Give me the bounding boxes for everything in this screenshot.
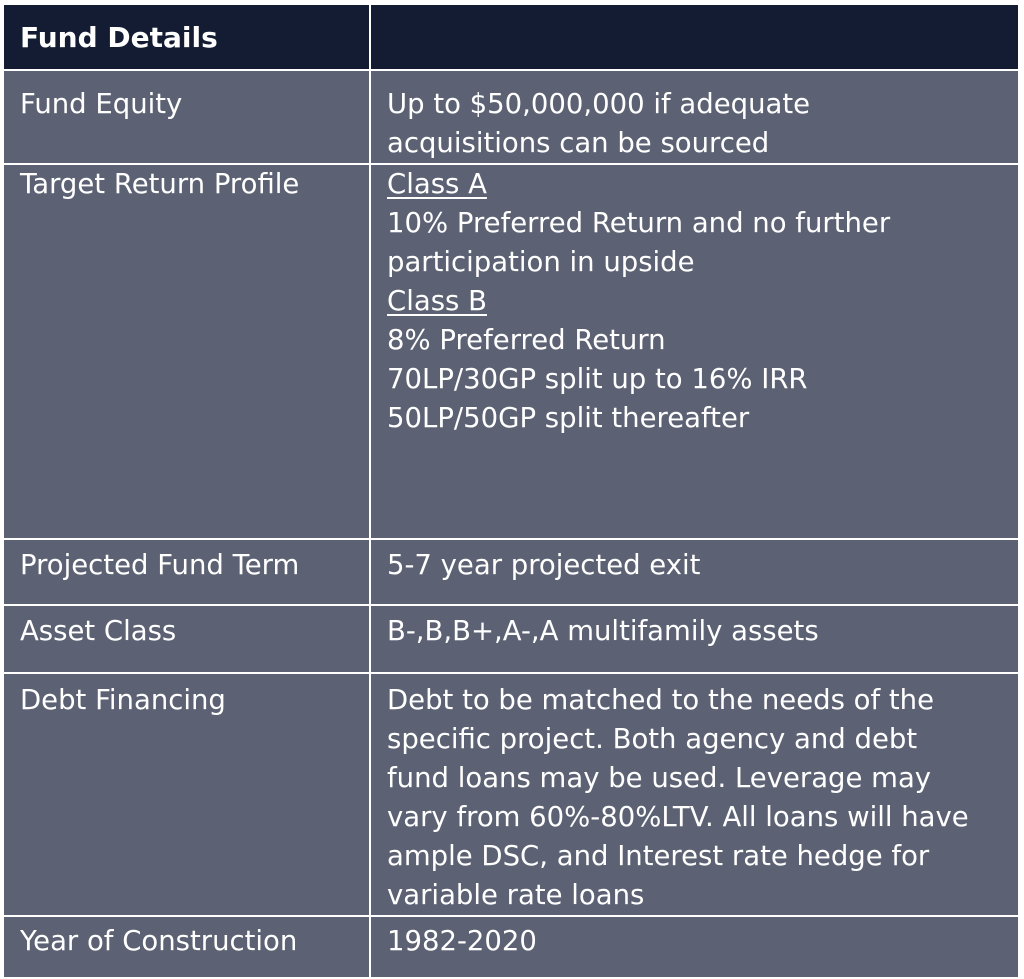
row-value bbox=[370, 673, 1019, 916]
table-row-asset-class bbox=[3, 605, 1019, 673]
value-line: fund loans may be used. Leverage may bbox=[387, 762, 932, 794]
value-line: 10% Preferred Return and no further bbox=[387, 207, 891, 239]
table-row-target-return-profile bbox=[3, 164, 1019, 539]
value-line: Debt to be matched to the needs of the bbox=[387, 684, 935, 716]
value-line: specific project. Both agency and debt bbox=[387, 723, 918, 755]
value-line: 1982-2020 bbox=[387, 925, 537, 957]
row-label: Target Return Profile bbox=[3, 164, 370, 539]
fund-details-table-wrapper bbox=[2, 3, 1020, 979]
value-line: ample DSC, and Interest rate hedge for bbox=[387, 840, 930, 872]
value-line: participation in upside bbox=[387, 246, 695, 278]
value-line: acquisitions can be sourced bbox=[387, 127, 770, 159]
row-value bbox=[370, 916, 1019, 978]
value-line: 8% Preferred Return bbox=[387, 324, 666, 356]
value-line: B-,B,B+,A-,A multifamily assets bbox=[387, 615, 819, 647]
row-label: Year of Construction bbox=[3, 916, 370, 978]
class-b-heading: Class B bbox=[387, 285, 487, 317]
value-line: 5-7 year projected exit bbox=[387, 549, 701, 581]
row-label: Projected Fund Term bbox=[3, 539, 370, 605]
header-value-cell bbox=[370, 4, 1019, 70]
row-value bbox=[370, 539, 1019, 605]
row-label: Debt Financing bbox=[3, 673, 370, 916]
row-label: Fund Equity bbox=[3, 70, 370, 164]
table-row-fund-equity bbox=[3, 70, 1019, 164]
row-value bbox=[370, 164, 1019, 539]
table-row-debt-financing bbox=[3, 673, 1019, 916]
table-row-year-of-construction bbox=[3, 916, 1019, 978]
fund-details-table bbox=[2, 3, 1020, 979]
row-value bbox=[370, 70, 1019, 164]
value-line: Up to $50,000,000 if adequate bbox=[387, 88, 811, 120]
row-label: Asset Class bbox=[3, 605, 370, 673]
value-line: 70LP/30GP split up to 16% IRR bbox=[387, 363, 808, 395]
table-header-row bbox=[3, 4, 1019, 70]
class-a-heading: Class A bbox=[387, 168, 487, 200]
value-line: vary from 60%-80%LTV. All loans will have bbox=[387, 801, 969, 833]
value-line: variable rate loans bbox=[387, 879, 645, 911]
header-title-cell: Fund Details bbox=[3, 4, 370, 70]
value-line: 50LP/50GP split thereafter bbox=[387, 402, 750, 434]
table-row-projected-fund-term bbox=[3, 539, 1019, 605]
row-value bbox=[370, 605, 1019, 673]
